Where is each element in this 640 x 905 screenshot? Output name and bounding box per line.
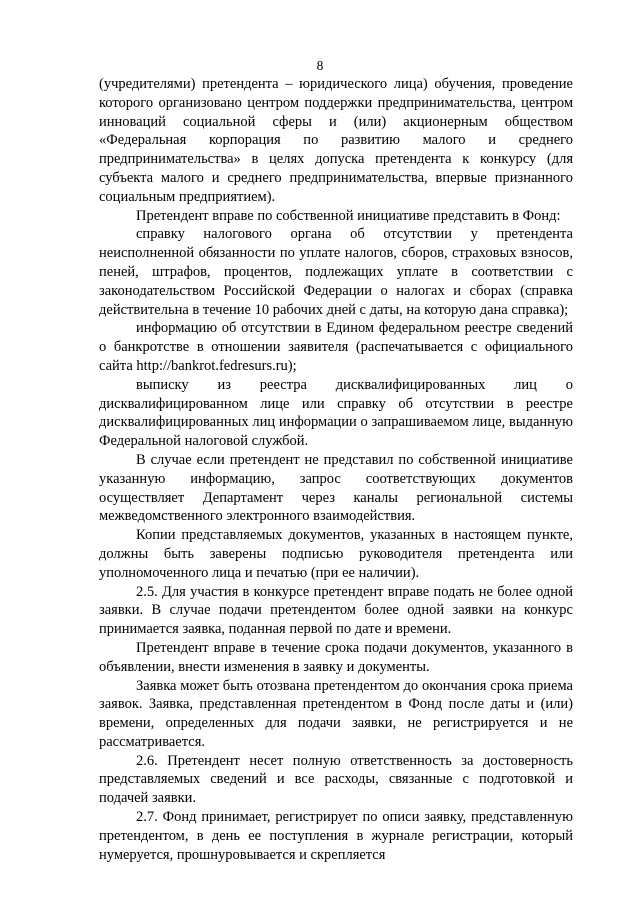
paragraph: выписку из реестра дисквалифицированных лиц о дисквалифицированном лице или справку об отсутствии в реестре дисквалифицированных лиц информации о запрашиваемом лице, выданную Федеральной налоговой службой. — [99, 376, 573, 450]
paragraph: (учредителями) претендента – юридического лица) обучения, проведение которого организовано центром поддержки предпринимательства, центром инноваций социальной сферы и (или) акционерным обществом «Федеральная корпорация по развитию малого и среднего предпринимательства» в целях допуска претендента к конкурсу (для субъекта малого и среднего предпринимательства, впервые признанного социальным предприятием). — [99, 76, 573, 205]
paragraph: информацию об отсутствии в Едином федеральном реестре сведений о банкротстве в отношении заявителя (распечатывается с официального сайта http://bankrot.fedresurs.ru); — [99, 320, 573, 374]
paragraph: справку налогового органа об отсутствии у претендента неисполненной обязанности по уплате налогов, сборов, страховых взносов, пеней, штрафов, процентов, подлежащих уплате в соответствии с законодательством Российской Федерации о налогах и сборах (справка действительна в течение 10 рабочих дней с даты, на которую дана справка); — [99, 226, 573, 318]
paragraph: 2.7. Фонд принимает, регистрирует по описи заявку, представленную претендентом, в день ее поступления в журнале регистрации, который нумеруется, прошнуровывается и скрепляется — [99, 809, 573, 863]
page-number: 8 — [316, 58, 324, 73]
paragraph: Заявка может быть отозвана претендентом до окончания срока приема заявок. Заявка, представленная претендентом в Фонд после даты и (или) времени, определенных для подачи заявки, не регистрируется и не рассматривается. — [99, 677, 573, 750]
paragraph: Претендент вправе по собственной инициативе представить в Фонд: — [136, 207, 561, 224]
paragraph: 2.6. Претендент несет полную ответственность за достоверность представляемых сведений и все расходы, связанные с подготовкой и подачей заявки. — [99, 752, 573, 807]
paragraph: Копии представляемых документов, указанных в настоящем пункте, должны быть заверены подписью руководителя претендента или уполномоченного лица и печатью (при ее наличии). — [99, 527, 573, 581]
paragraph: 2.5. Для участия в конкурсе претендент вправе подать не более одной заявки. В случае подачи претендентом более одной заявки на конкурс принимается заявка, поданная первой по дате и времени. — [99, 583, 573, 638]
document-body — [99, 75, 573, 864]
paragraph: Претендент вправе в течение срока подачи документов, указанного в объявлении, внести изменения в заявку и документы. — [99, 639, 573, 675]
paragraph: В случае если претендент не представил по собственной инициативе указанную информацию, запрос соответствующих документов осуществляет Департамент через каналы региональной системы межведомственного электронного взаимодействия. — [99, 451, 573, 525]
